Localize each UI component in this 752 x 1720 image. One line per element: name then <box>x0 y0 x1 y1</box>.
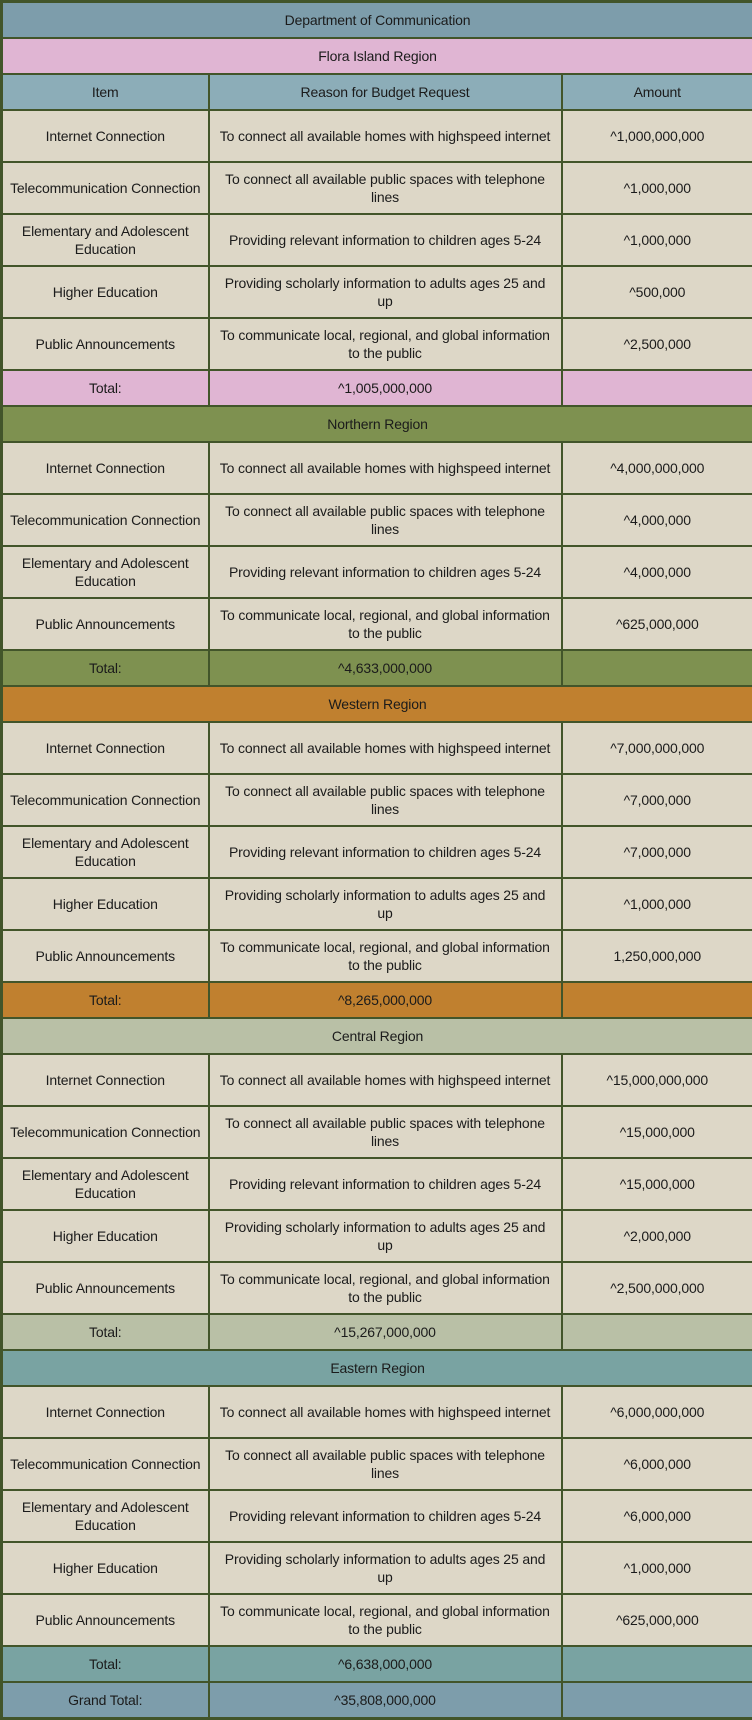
budget-row <box>2 1438 752 1490</box>
budget-amount: ^1,000,000 <box>562 878 752 930</box>
budget-item: Elementary and Adolescent Education <box>2 826 209 878</box>
total-value: ^1,005,000,000 <box>209 370 562 406</box>
budget-item: Elementary and Adolescent Education <box>2 1490 209 1542</box>
budget-row <box>2 1158 752 1210</box>
budget-item: Telecommunication Connection <box>2 162 209 214</box>
budget-reason: To connect all available public spaces with telephone lines <box>209 1438 562 1490</box>
region-title: Eastern Region <box>2 1350 752 1386</box>
budget-row <box>2 774 752 826</box>
budget-row <box>2 494 752 546</box>
budget-reason: To communicate local, regional, and global information to the public <box>209 1262 562 1314</box>
budget-amount: ^15,000,000 <box>562 1106 752 1158</box>
budget-row <box>2 442 752 494</box>
budget-amount: ^1,000,000 <box>562 214 752 266</box>
budget-row <box>2 598 752 650</box>
budget-amount: 1,250,000,000 <box>562 930 752 982</box>
budget-reason: Providing scholarly information to adults ages 25 and up <box>209 1210 562 1262</box>
budget-reason: To connect all available homes with highspeed internet <box>209 1386 562 1438</box>
budget-item: Public Announcements <box>2 1594 209 1646</box>
budget-row <box>2 1106 752 1158</box>
budget-item: Internet Connection <box>2 1386 209 1438</box>
budget-amount: ^625,000,000 <box>562 598 752 650</box>
budget-item: Elementary and Adolescent Education <box>2 546 209 598</box>
column-header-reason: Reason for Budget Request <box>209 74 562 110</box>
budget-row <box>2 930 752 982</box>
budget-amount: ^2,000,000 <box>562 1210 752 1262</box>
total-label: Total: <box>2 1314 209 1350</box>
budget-amount: ^500,000 <box>562 266 752 318</box>
budget-reason: To connect all available homes with highspeed internet <box>209 1054 562 1106</box>
budget-row <box>2 214 752 266</box>
budget-amount: ^6,000,000 <box>562 1438 752 1490</box>
total-value: ^15,267,000,000 <box>209 1314 562 1350</box>
budget-amount: ^7,000,000 <box>562 826 752 878</box>
budget-item: Higher Education <box>2 878 209 930</box>
budget-amount: ^7,000,000,000 <box>562 722 752 774</box>
budget-row <box>2 318 752 370</box>
budget-reason: Providing scholarly information to adults ages 25 and up <box>209 266 562 318</box>
column-header-item: Item <box>2 74 209 110</box>
region-total-row <box>2 1314 752 1350</box>
table-title-row <box>2 2 752 39</box>
region-title: Central Region <box>2 1018 752 1054</box>
budget-reason: Providing relevant information to children ages 5-24 <box>209 1158 562 1210</box>
budget-item: Higher Education <box>2 266 209 318</box>
budget-item: Telecommunication Connection <box>2 1438 209 1490</box>
budget-amount: ^1,000,000 <box>562 1542 752 1594</box>
budget-row <box>2 826 752 878</box>
budget-amount: ^2,500,000,000 <box>562 1262 752 1314</box>
budget-reason: Providing scholarly information to adults ages 25 and up <box>209 878 562 930</box>
budget-amount: ^4,000,000 <box>562 546 752 598</box>
total-label: Total: <box>2 1646 209 1682</box>
region-header-row <box>2 38 752 74</box>
budget-reason: To communicate local, regional, and global information to the public <box>209 930 562 982</box>
region-total-row <box>2 1646 752 1682</box>
budget-reason: Providing relevant information to children ages 5-24 <box>209 1490 562 1542</box>
total-value: ^8,265,000,000 <box>209 982 562 1018</box>
budget-reason: Providing relevant information to children ages 5-24 <box>209 214 562 266</box>
grand-total-label: Grand Total: <box>2 1682 209 1719</box>
budget-item: Telecommunication Connection <box>2 494 209 546</box>
budget-reason: Providing relevant information to children ages 5-24 <box>209 826 562 878</box>
total-empty-cell <box>562 650 752 686</box>
budget-row <box>2 1386 752 1438</box>
region-header-row <box>2 1018 752 1054</box>
budget-row <box>2 546 752 598</box>
column-header-amount: Amount <box>562 74 752 110</box>
budget-row <box>2 266 752 318</box>
budget-reason: To connect all available public spaces with telephone lines <box>209 774 562 826</box>
budget-amount: ^6,000,000 <box>562 1490 752 1542</box>
budget-row <box>2 1054 752 1106</box>
budget-item: Public Announcements <box>2 930 209 982</box>
budget-reason: To connect all available public spaces with telephone lines <box>209 162 562 214</box>
budget-reason: To connect all available homes with highspeed internet <box>209 110 562 162</box>
region-title: Northern Region <box>2 406 752 442</box>
budget-amount: ^625,000,000 <box>562 1594 752 1646</box>
budget-amount: ^4,000,000,000 <box>562 442 752 494</box>
budget-item: Public Announcements <box>2 598 209 650</box>
budget-row <box>2 110 752 162</box>
budget-amount: ^1,000,000 <box>562 162 752 214</box>
budget-amount: ^7,000,000 <box>562 774 752 826</box>
budget-row <box>2 1262 752 1314</box>
total-label: Total: <box>2 982 209 1018</box>
budget-item: Internet Connection <box>2 110 209 162</box>
budget-row <box>2 878 752 930</box>
budget-row <box>2 722 752 774</box>
budget-row <box>2 1490 752 1542</box>
page-title: Department of Communication <box>2 2 752 39</box>
budget-amount: ^15,000,000,000 <box>562 1054 752 1106</box>
total-label: Total: <box>2 370 209 406</box>
total-empty-cell <box>562 1682 752 1719</box>
total-empty-cell <box>562 1314 752 1350</box>
budget-row <box>2 1210 752 1262</box>
budget-row <box>2 162 752 214</box>
region-total-row <box>2 650 752 686</box>
budget-item: Telecommunication Connection <box>2 1106 209 1158</box>
region-header-row <box>2 406 752 442</box>
budget-amount: ^15,000,000 <box>562 1158 752 1210</box>
total-value: ^6,638,000,000 <box>209 1646 562 1682</box>
budget-row <box>2 1542 752 1594</box>
budget-item: Internet Connection <box>2 722 209 774</box>
total-label: Total: <box>2 650 209 686</box>
budget-item: Higher Education <box>2 1542 209 1594</box>
budget-item: Higher Education <box>2 1210 209 1262</box>
region-header-row <box>2 1350 752 1386</box>
budget-amount: ^2,500,000 <box>562 318 752 370</box>
region-total-row <box>2 982 752 1018</box>
budget-reason: To communicate local, regional, and global information to the public <box>209 318 562 370</box>
total-empty-cell <box>562 370 752 406</box>
budget-reason: To communicate local, regional, and global information to the public <box>209 598 562 650</box>
region-title: Western Region <box>2 686 752 722</box>
budget-amount: ^4,000,000 <box>562 494 752 546</box>
column-header-row <box>2 74 752 110</box>
total-empty-cell <box>562 982 752 1018</box>
budget-item: Internet Connection <box>2 442 209 494</box>
budget-item: Public Announcements <box>2 318 209 370</box>
budget-item: Public Announcements <box>2 1262 209 1314</box>
grand-total-value: ^35,808,000,000 <box>209 1682 562 1719</box>
budget-item: Telecommunication Connection <box>2 774 209 826</box>
budget-reason: To connect all available homes with highspeed internet <box>209 722 562 774</box>
budget-amount: ^1,000,000,000 <box>562 110 752 162</box>
total-empty-cell <box>562 1646 752 1682</box>
region-header-row <box>2 686 752 722</box>
budget-reason: To connect all available public spaces with telephone lines <box>209 1106 562 1158</box>
budget-reason: Providing relevant information to children ages 5-24 <box>209 546 562 598</box>
region-title: Flora Island Region <box>2 38 752 74</box>
budget-reason: To connect all available public spaces with telephone lines <box>209 494 562 546</box>
grand-total-row <box>2 1682 752 1719</box>
budget-item: Internet Connection <box>2 1054 209 1106</box>
budget-reason: Providing scholarly information to adults ages 25 and up <box>209 1542 562 1594</box>
budget-amount: ^6,000,000,000 <box>562 1386 752 1438</box>
region-total-row <box>2 370 752 406</box>
total-value: ^4,633,000,000 <box>209 650 562 686</box>
budget-item: Elementary and Adolescent Education <box>2 1158 209 1210</box>
budget-row <box>2 1594 752 1646</box>
budget-reason: To communicate local, regional, and global information to the public <box>209 1594 562 1646</box>
budget-reason: To connect all available homes with highspeed internet <box>209 442 562 494</box>
budget-item: Elementary and Adolescent Education <box>2 214 209 266</box>
